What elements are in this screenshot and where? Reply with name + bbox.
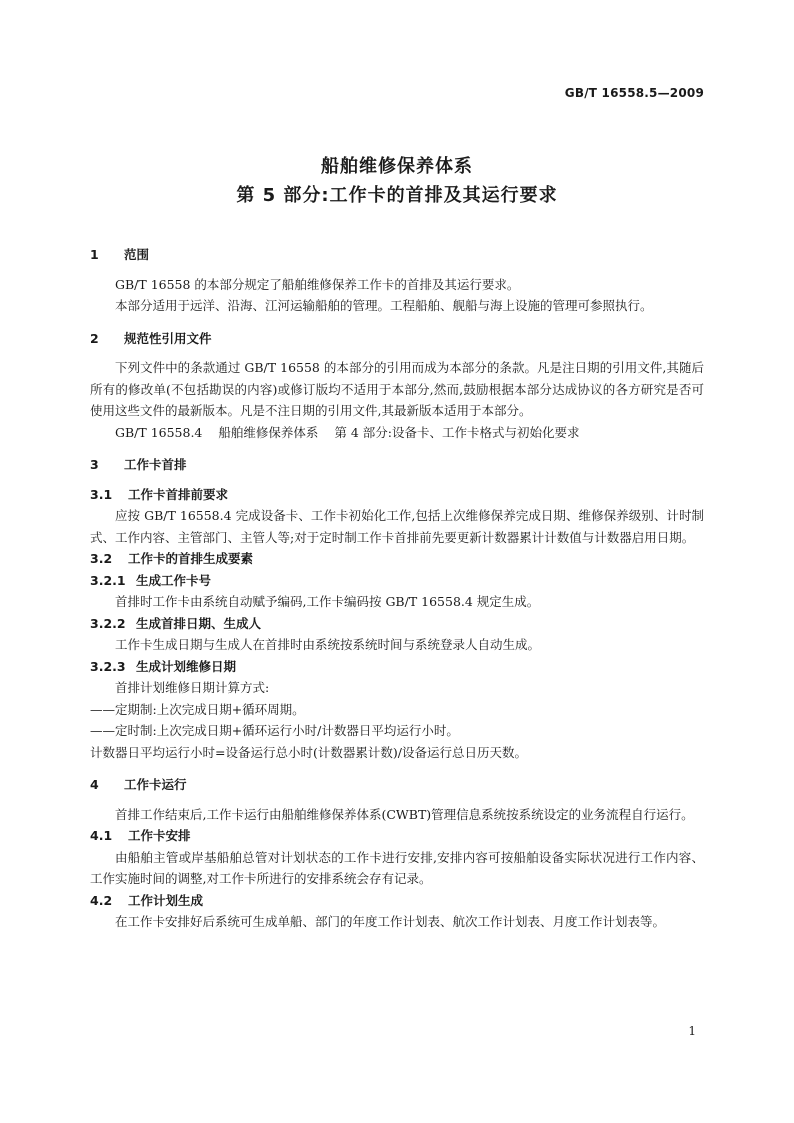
section-title: 范围 [124, 247, 150, 262]
section-title: 生成首排日期、生成人 [136, 615, 262, 631]
paragraph: 工作卡生成日期与生成人在首排时由系统按系统时间与系统登录人自动生成。 [115, 637, 541, 652]
paragraph: GB/T 16558 的本部分规定了船舶维修保养工作卡的首排及其运行要求。 [115, 276, 520, 292]
section-title: 生成计划维修日期 [136, 658, 237, 674]
section-3-2-1-heading [90, 570, 704, 592]
section-1-heading [90, 244, 704, 266]
paragraph: 本部分适用于远洋、沿海、江河运输船舶的管理。工程船舶、舰船与海上设施的管理可参照执行。 [115, 298, 653, 313]
section-number: 2 [90, 330, 99, 346]
section-number: 4.1 [90, 828, 113, 843]
section-number: 4.2 [90, 892, 113, 908]
section-3-2-3-heading [90, 656, 704, 678]
section-title: 规范性引用文件 [124, 330, 212, 346]
page-number: 1 [688, 1024, 696, 1038]
section-number: 4 [90, 777, 99, 792]
reference-title: 船舶维修保养体系 [218, 424, 319, 440]
formula-paragraph: 计数器日平均运行小时=设备运行总小时(计数器累计数)/设备运行总日历天数。 [90, 744, 527, 760]
section-number: 1 [90, 247, 99, 262]
paragraph: 应按 GB/T 16558.4 完成设备卡、工作卡初始化工作,包括上次维修保养完成日期、维修保养级别、计时制式、工作内容、主管部门、主管人等;对于定时制工作卡首排前先要更新计数器累计计数值与计数器启用日期。 [90, 508, 704, 545]
section-3-2-2-heading [90, 613, 704, 635]
document-title-line1: 船舶维修保养体系 [321, 156, 473, 177]
dash-list-item: ——定时制:上次完成日期+循环运行小时/计数器日平均运行小时。 [90, 723, 459, 738]
document-title-line2: 第 5 部分:工作卡的首排及其运行要求 [236, 185, 558, 206]
section-number: 3.2.1 [90, 572, 126, 588]
normative-reference [90, 422, 704, 444]
section-title: 工作卡的首排生成要素 [128, 551, 254, 566]
reference-part: 第 4 部分:设备卡、工作卡格式与初始化要求 [334, 424, 580, 440]
section-2-heading [90, 328, 704, 350]
paragraph: 在工作卡安排好后系统可生成单船、部门的年度工作计划表、航次工作计划表、月度工作计划表等。 [115, 914, 666, 929]
standard-code: GB/T 16558.5—2009 [564, 86, 704, 100]
dash-list-item: ——定期制:上次完成日期+循环周期。 [90, 701, 305, 717]
section-number: 3 [90, 457, 99, 472]
section-number: 3.2.2 [90, 615, 126, 631]
section-3-heading [90, 454, 704, 476]
section-number: 3.2.3 [90, 658, 126, 674]
section-number: 3.1 [90, 486, 113, 502]
section-title: 工作卡运行 [124, 777, 187, 792]
section-number: 3.2 [90, 551, 113, 566]
section-title: 工作卡首排前要求 [128, 486, 229, 502]
section-3-2-heading [90, 548, 704, 570]
paragraph: 首排计划维修日期计算方式: [115, 680, 270, 695]
document-body [90, 244, 704, 933]
section-title: 工作计划生成 [128, 892, 204, 908]
paragraph: 下列文件中的条款通过 GB/T 16558 的本部分的引用而成为本部分的条款。凡是注日期的引用文件,其随后所有的修改单(不包括勘误的内容)或修订版均不适用于本部分,然而,鼓励根据本部分达成协议的各方研究是否可使用这些文件的最新版本。凡是不注日期的引用文件,其最新版本适用于本部分。 [90, 360, 704, 418]
section-4-heading [90, 774, 704, 796]
reference-code: GB/T 16558.4 [115, 424, 203, 440]
paragraph: 首排工作结束后,工作卡运行由船舶维修保养体系(CWBT)管理信息系统按系统设定的业务流程自行运行。 [115, 806, 694, 822]
paragraph: 由船舶主管或岸基船舶总管对计划状态的工作卡进行安排,安排内容可按船舶设备实际状况进行工作内容、工作实施时间的调整,对工作卡所进行的安排系统会存有记录。 [90, 849, 704, 886]
section-4-1-heading [90, 825, 704, 847]
section-title: 工作卡首排 [124, 457, 187, 472]
section-title: 生成工作卡号 [136, 572, 212, 588]
section-title: 工作卡安排 [128, 828, 191, 843]
section-3-1-heading [90, 484, 704, 506]
section-4-2-heading [90, 890, 704, 912]
paragraph: 首排时工作卡由系统自动赋予编码,工作卡编码按 GB/T 16558.4 规定生成。 [115, 594, 540, 609]
